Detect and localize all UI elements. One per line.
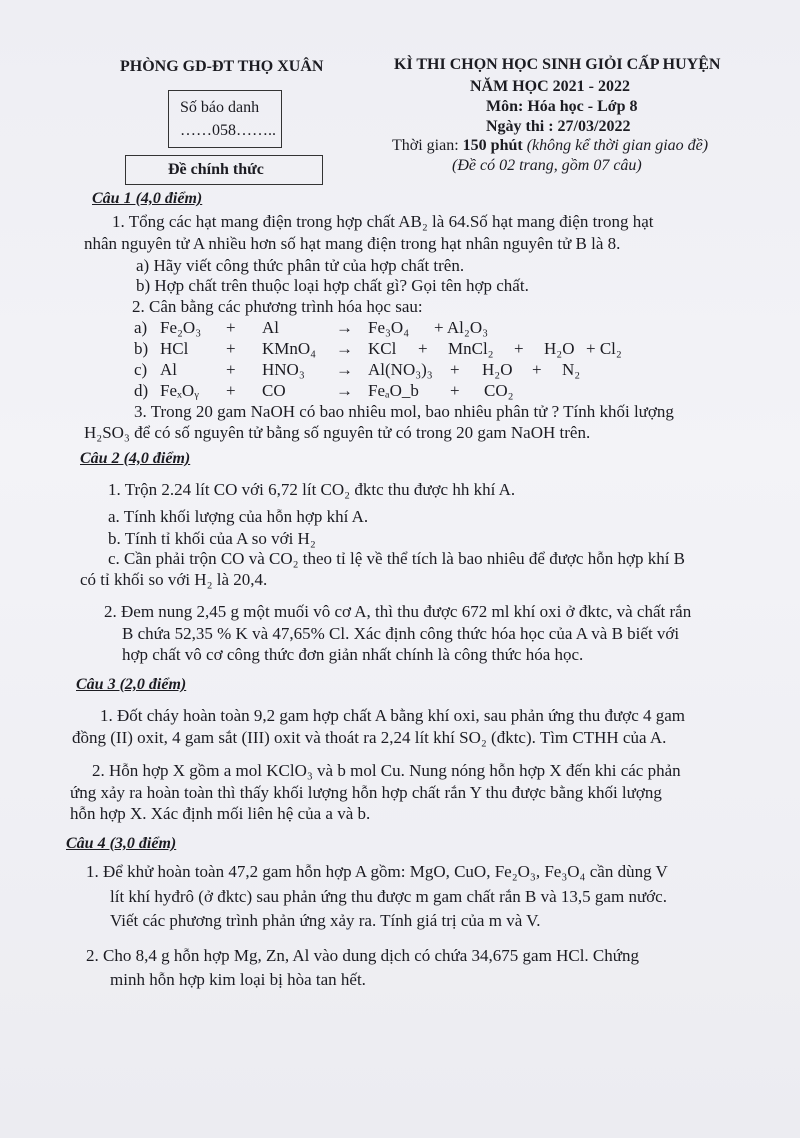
candidate-number-label: Số báo danh — [180, 99, 260, 116]
exam-title: KÌ THI CHỌN HỌC SINH GIỎI CẤP HUYỆN — [394, 56, 721, 73]
q2-c-line1: c. Cần phải trộn CO và CO₂ theo tỉ lệ về thể tích là bao nhiêu để được hỗn hợp khí B — [108, 549, 686, 568]
equation-b: b) HCl + KMnO₄ → KCl + MnCl₂ + H₂O + Cl₂ — [134, 339, 622, 358]
q1-part1-a: a) Hãy viết công thức phân tử của hợp chất trên. — [136, 256, 465, 275]
q4-part2-line1: 2. Cho 8,4 g hỗn hợp Mg, Zn, Al vào dung dịch có chứa 34,675 gam HCl. Chứng — [86, 946, 639, 965]
q4-part1-line2: lít khí hyđrô (ở đktc) sau phản ứng thu được m gam chất rắn B và 13,5 gam nước. — [110, 887, 667, 906]
exam-date: Ngày thi : 27/03/2022 — [486, 118, 631, 135]
q2-part2-line2: B chứa 52,35 % K và 47,65% Cl. Xác định công thức hóa học của A và B biết với — [122, 624, 680, 643]
equation-a: a) Fe₂O₃ + Al → Fe₃O₄ + Al₂O₃ — [134, 318, 489, 337]
q3-part2-line3: hỗn hợp X. Xác định mối liên hệ của a và b. — [70, 804, 371, 823]
q2-part2-line1: 2. Đem nung 2,45 g một muối vô cơ A, thì thu được 672 ml khí oxi ở đktc, và chất rắn — [104, 602, 692, 621]
q2-c-line2: có tỉ khối so với H₂ là 20,4. — [80, 570, 268, 589]
q4-title: Câu 4 (3,0 điểm) — [66, 835, 177, 852]
q2-part1: 1. Trộn 2.24 lít CO với 6,72 lít CO₂ đktc thu được hh khí A. — [108, 480, 516, 499]
exam-duration: Thời gian: 150 phút (không kể thời gian giao đề) — [392, 137, 709, 154]
q2-part2-line3: hợp chất vô cơ công thức đơn giản nhất chính là công thức hóa học. — [122, 645, 584, 664]
q1-part2: 2. Cân bằng các phương trình hóa học sau: — [132, 297, 423, 316]
q2-title: Câu 2 (4,0 điểm) — [80, 450, 191, 467]
school-year: NĂM HỌC 2021 - 2022 — [470, 78, 630, 95]
q3-part2-line1: 2. Hỗn hợp X gồm a mol KClO₃ và b mol Cu. Nung nóng hỗn hợp X đến khi các phản — [92, 761, 681, 780]
candidate-number-value: ……058…….. — [180, 122, 276, 139]
q4-part1-line1: 1. Để khử hoàn toàn 47,2 gam hỗn hợp A gồm: MgO, CuO, Fe₂O₃, Fe₃O₄ cần dùng V — [86, 862, 668, 881]
q3-part1-line1: 1. Đốt cháy hoàn toàn 9,2 gam hợp chất A bằng khí oxi, sau phản ứng thu được 4 gam — [100, 706, 686, 725]
q1-part3-line1: 3. Trong 20 gam NaOH có bao nhiêu mol, bao nhiêu phân tử ? Tính khối lượng — [134, 402, 674, 421]
q1-part1-line1: 1. Tổng các hạt mang điện trong hợp chất AB₂ là 64.Số hạt mang điện trong hạt — [112, 212, 654, 231]
q1-title: Câu 1 (4,0 điểm) — [92, 190, 203, 207]
q3-part1-line2: đồng (II) oxit, 4 gam sắt (III) oxit và thoát ra 2,24 lít khí SO₂ (đktc). Tìm CTHH của A. — [72, 728, 667, 747]
q3-part2-line2: ứng xảy ra hoàn toàn thì thấy khối lượng hỗn hợp chất rắn Y thu được bằng khối lượng — [70, 783, 662, 802]
subject: Môn: Hóa học - Lớp 8 — [486, 98, 638, 115]
equation-c: c) Al + HNO₃ → Al(NO₃)₃ + H₂O + N₂ — [134, 360, 581, 379]
q4-part1-line3: Viết các phương trình phản ứng xảy ra. Tính giá trị của m và V. — [110, 911, 541, 930]
department-name: PHÒNG GD-ĐT THỌ XUÂN — [120, 58, 324, 75]
equation-d: d) FeₓOᵧ + CO → FeₐO_b + CO₂ — [134, 381, 514, 400]
pages-note: (Đề có 02 trang, gồm 07 câu) — [452, 157, 642, 174]
q1-part1-line2: nhân nguyên tử A nhiều hơn số hạt mang điện trong hạt nhân nguyên tử B là 8. — [84, 234, 621, 253]
q2-b: b. Tính tỉ khối của A so với H₂ — [108, 529, 316, 548]
q2-a: a. Tính khối lượng của hỗn hợp khí A. — [108, 507, 369, 526]
official-label: Đề chính thức — [168, 161, 264, 178]
q3-title: Câu 3 (2,0 điểm) — [76, 676, 187, 693]
q4-part2-line2: minh hỗn hợp kim loại bị hòa tan hết. — [110, 970, 366, 989]
q1-part1-b: b) Hợp chất trên thuộc loại hợp chất gì? Gọi tên hợp chất. — [136, 276, 529, 295]
q1-part3-line2: H₂SO₃ để có số nguyên tử bằng số nguyên tử có trong 20 gam NaOH trên. — [84, 423, 591, 442]
